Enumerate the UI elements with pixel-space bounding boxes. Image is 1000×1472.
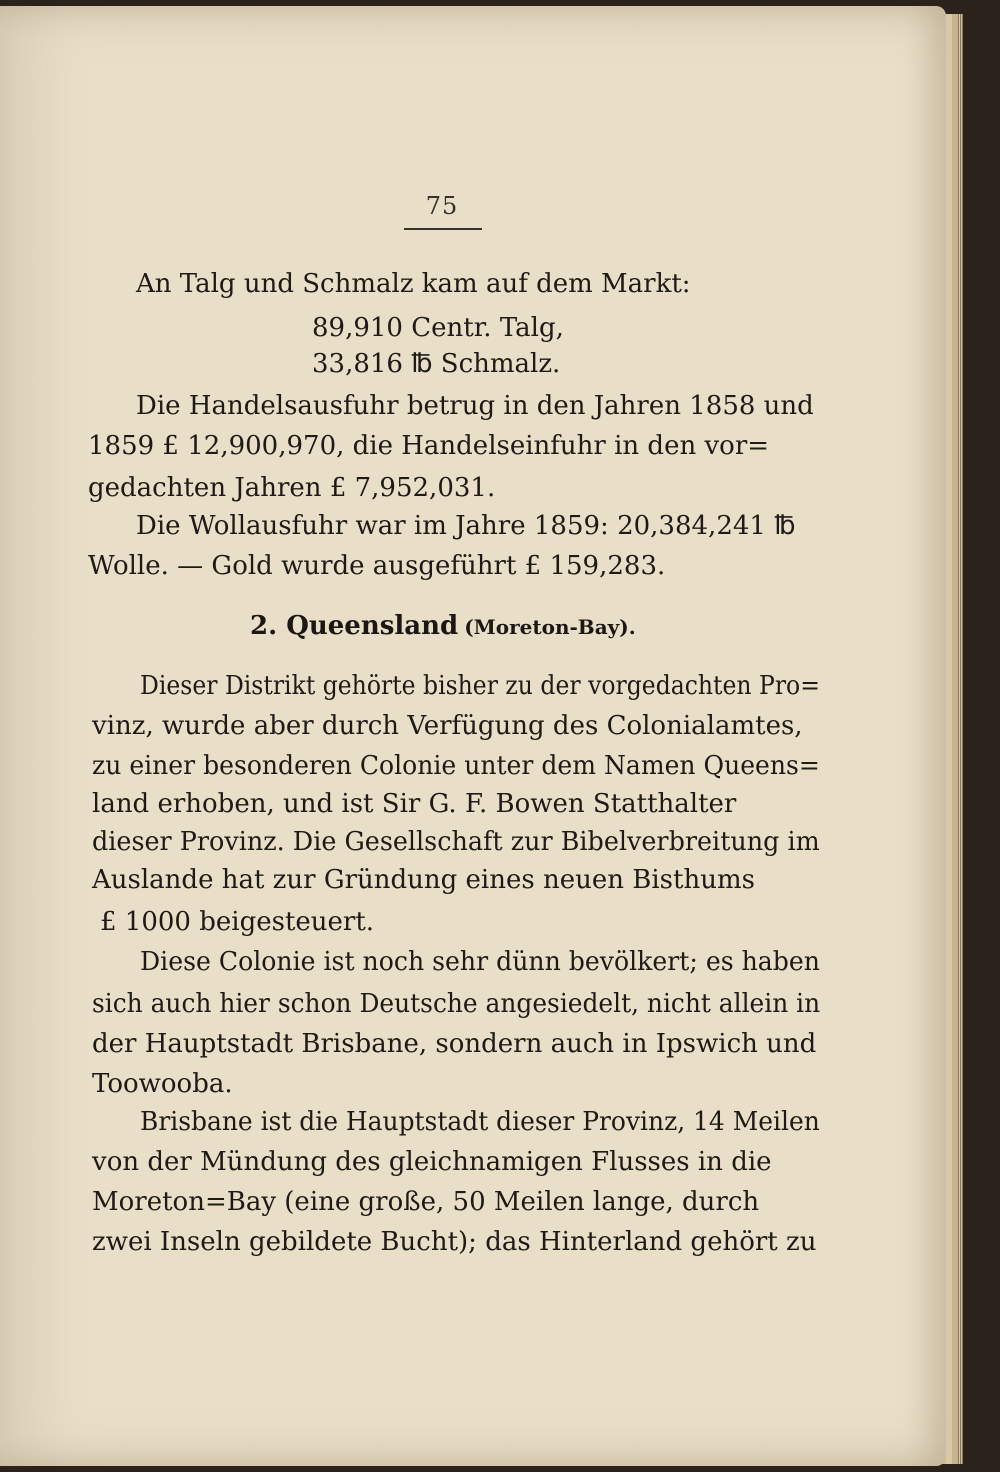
text-line: Brisbane ist die Hauptstadt dieser Provinz, 14 Meilen <box>140 1107 820 1137</box>
text-line: dieser Provinz. Die Gesellschaft zur Bibelverbreitung im <box>92 827 820 857</box>
text-line: Dieser Distrikt gehörte bisher zu der vorgedachten Pro= <box>140 671 820 701</box>
text-line: sich auch hier schon Deutsche angesiedelt, nicht allein in <box>92 989 821 1019</box>
section-heading <box>250 611 650 641</box>
text-line: vinz, wurde aber durch Verfügung des Colonialamtes, <box>92 711 803 741</box>
section-heading-sub: (Moreton-Bay). <box>464 615 636 639</box>
page-edge <box>952 14 959 1464</box>
text-line: Wolle. — Gold wurde ausgeführt £ 159,283. <box>88 551 666 581</box>
text-line: zwei Inseln gebildete Bucht); das Hinterland gehört zu <box>92 1227 817 1257</box>
text-line: Moreton=Bay (eine große, 50 Meilen lange, durch <box>92 1187 760 1217</box>
text-line: Diese Colonie ist noch sehr dünn bevölkert; es haben <box>140 947 820 977</box>
text-line: £ 1000 beigesteuert. <box>100 907 375 937</box>
text-line: zu einer besonderen Colonie unter dem Namen Queens= <box>92 751 820 781</box>
text-line: Die Handelsausfuhr betrug in den Jahren 1858 und <box>136 391 814 421</box>
header-rule <box>404 228 482 230</box>
text-line: Toowooba. <box>92 1069 233 1099</box>
section-heading-main: 2. Queensland <box>250 611 459 641</box>
text-line: 1859 £ 12,900,970, die Handelseinfuhr in den vor= <box>88 431 770 461</box>
book-page <box>0 6 946 1466</box>
text-line: gedachten Jahren £ 7,952,031. <box>88 473 496 503</box>
text-line: 33,816 ℔ Schmalz. <box>312 349 561 379</box>
text-line: 89,910 Centr. Talg, <box>312 313 564 343</box>
text-line: Die Wollausfuhr war im Jahre 1859: 20,384,241 ℔ <box>136 511 796 541</box>
text-line: An Talg und Schmalz kam auf dem Markt: <box>136 269 691 299</box>
text-line: von der Mündung des gleichnamigen Flusses in die <box>92 1147 772 1177</box>
text-line: Auslande hat zur Gründung eines neuen Bisthums <box>92 865 755 895</box>
text-line: der Hauptstadt Brisbane, sondern auch in Ipswich und <box>92 1029 817 1059</box>
text-line: land erhoben, und ist Sir G. F. Bowen Statthalter <box>92 789 737 819</box>
page-number: 75 <box>425 192 459 220</box>
